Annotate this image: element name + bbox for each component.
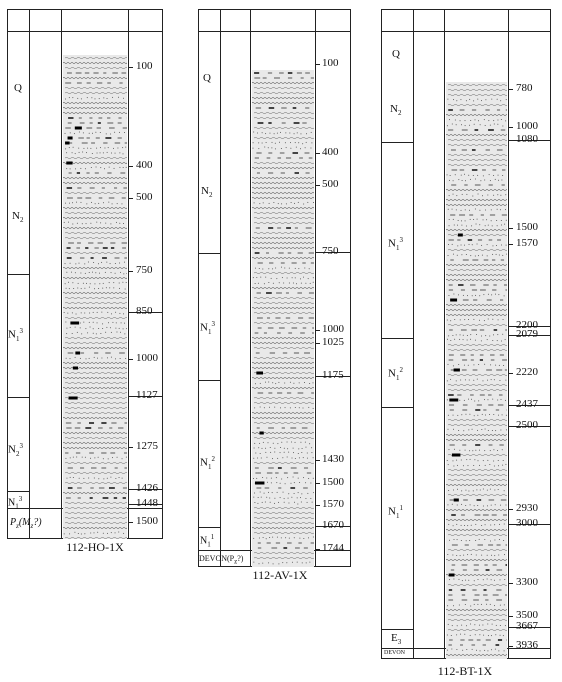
unit-boundary xyxy=(198,253,220,254)
depth-tick xyxy=(128,271,133,272)
depth-tick xyxy=(315,483,320,484)
depth-label: 1127 xyxy=(136,389,158,401)
depth-tick xyxy=(315,460,320,461)
unit-boundary xyxy=(381,407,413,408)
unit-boundary xyxy=(381,629,413,630)
well-name: 112-HO-1X xyxy=(66,540,124,554)
depth-label: 3300 xyxy=(516,576,538,588)
unit-boundary xyxy=(198,380,220,381)
depth-tick xyxy=(508,616,513,617)
lithology-pattern xyxy=(446,82,507,659)
depth-label: 1500 xyxy=(136,515,158,527)
unit-label: $N_1^3$ xyxy=(8,495,23,511)
depth-label: 1000 xyxy=(322,323,344,335)
depth-label: 2200 xyxy=(516,319,538,331)
depth-label: 1500 xyxy=(516,221,538,233)
unit-label: DEVON xyxy=(384,650,405,656)
depth-label: 1500 xyxy=(322,476,344,488)
depth-label: 1080 xyxy=(516,133,538,145)
depth-tick xyxy=(315,330,320,331)
depth-label: 400 xyxy=(322,146,339,158)
depth-tick xyxy=(315,185,320,186)
depth-label: 500 xyxy=(136,191,153,203)
depth-label: 1448 xyxy=(136,497,158,509)
depth-tick xyxy=(315,153,320,154)
depth-tick xyxy=(315,64,320,65)
well-2-divider xyxy=(220,9,221,567)
unit-label: $N_1^1$ xyxy=(388,504,403,520)
depth-label: 1570 xyxy=(516,237,538,249)
depth-tick xyxy=(508,583,513,584)
lithology-column xyxy=(446,82,507,659)
depth-label: 3500 xyxy=(516,609,538,621)
unit-boundary xyxy=(7,491,29,492)
unit-label: $N_2$ xyxy=(390,103,402,118)
unit-label: Q xyxy=(392,48,400,60)
unit-label: $N_1^2$ xyxy=(388,366,403,382)
well-3-header-line xyxy=(381,31,551,32)
well-3-divider xyxy=(413,9,414,659)
well-1-divider xyxy=(61,9,62,539)
lithology-pattern xyxy=(252,70,314,567)
depth-tick xyxy=(508,228,513,229)
unit-label: Q xyxy=(203,72,211,84)
unit-label: $N_1^3$ xyxy=(8,327,23,343)
depth-tick xyxy=(128,67,133,68)
unit-boundary xyxy=(198,527,220,528)
unit-boundary xyxy=(7,274,29,275)
unit-label: $N_1^2$ xyxy=(200,455,215,471)
well-1-divider xyxy=(29,9,30,539)
depth-label: 2930 xyxy=(516,502,538,514)
well-3-divider xyxy=(444,9,445,659)
unit-label: $N_2^3$ xyxy=(8,442,23,458)
depth-tick xyxy=(315,343,320,344)
depth-tick xyxy=(128,198,133,199)
depth-tick xyxy=(315,505,320,506)
well-name: 112-BT-1X xyxy=(437,664,493,678)
depth-tick xyxy=(508,646,513,647)
depth-label: 1275 xyxy=(136,440,158,452)
well-2-header-line xyxy=(198,31,351,32)
depth-label: 750 xyxy=(322,245,339,257)
depth-label: 3000 xyxy=(516,517,538,529)
lithology-pattern xyxy=(63,55,127,539)
depth-label: 1570 xyxy=(322,498,344,510)
depth-label: 1430 xyxy=(322,453,344,465)
depth-label: 1744 xyxy=(322,542,344,554)
depth-label: 100 xyxy=(322,57,339,69)
depth-label: 780 xyxy=(516,82,533,94)
well-name: 112-AV-1X xyxy=(252,568,308,582)
unit-boundary xyxy=(381,338,413,339)
depth-label: 2079 xyxy=(516,328,538,340)
well-1-divider xyxy=(128,9,129,539)
lithology-column xyxy=(252,70,314,567)
unit-label: $DEVON(P_z?)$ xyxy=(199,554,244,566)
depth-label: 1670 xyxy=(322,519,344,531)
depth-label: 2220 xyxy=(516,366,538,378)
depth-label: 1025 xyxy=(322,336,344,348)
depth-label: 3667 xyxy=(516,620,538,632)
depth-label: 1426 xyxy=(136,482,158,494)
depth-tick xyxy=(128,447,133,448)
depth-label: 750 xyxy=(136,264,153,276)
depth-label: 1175 xyxy=(322,369,344,381)
depth-label: 400 xyxy=(136,159,153,171)
unit-label: Q xyxy=(14,82,22,94)
depth-tick xyxy=(128,166,133,167)
depth-tick xyxy=(128,359,133,360)
well-3-divider xyxy=(508,9,509,659)
well-2-divider xyxy=(250,9,251,567)
depth-tick xyxy=(508,127,513,128)
unit-label: $N_2$ xyxy=(201,185,213,200)
well-1-header-line xyxy=(7,31,163,32)
depth-label: 2437 xyxy=(516,398,538,410)
depth-label: 500 xyxy=(322,178,339,190)
unit-label: $N_1^3$ xyxy=(200,320,215,336)
unit-boundary xyxy=(7,397,29,398)
unit-label: $N_2$ xyxy=(12,210,24,225)
lithology-column xyxy=(63,55,127,539)
depth-label: 100 xyxy=(136,60,153,72)
depth-label: 850 xyxy=(136,305,153,317)
unit-label: $N_1^1$ xyxy=(200,533,215,549)
unit-label: $N_1^3$ xyxy=(388,236,403,252)
depth-tick xyxy=(508,244,513,245)
depth-tick xyxy=(315,549,320,550)
unit-label: $E_3$ xyxy=(391,632,402,647)
depth-tick xyxy=(508,509,513,510)
depth-label: 1000 xyxy=(516,120,538,132)
depth-label: 1000 xyxy=(136,352,158,364)
depth-label: 2500 xyxy=(516,419,538,431)
depth-label: 3936 xyxy=(516,639,538,651)
unit-boundary xyxy=(381,142,413,143)
depth-tick xyxy=(128,522,133,523)
unit-label: $P_z(M_z?)$ xyxy=(10,517,42,530)
depth-tick xyxy=(508,89,513,90)
depth-tick xyxy=(508,373,513,374)
